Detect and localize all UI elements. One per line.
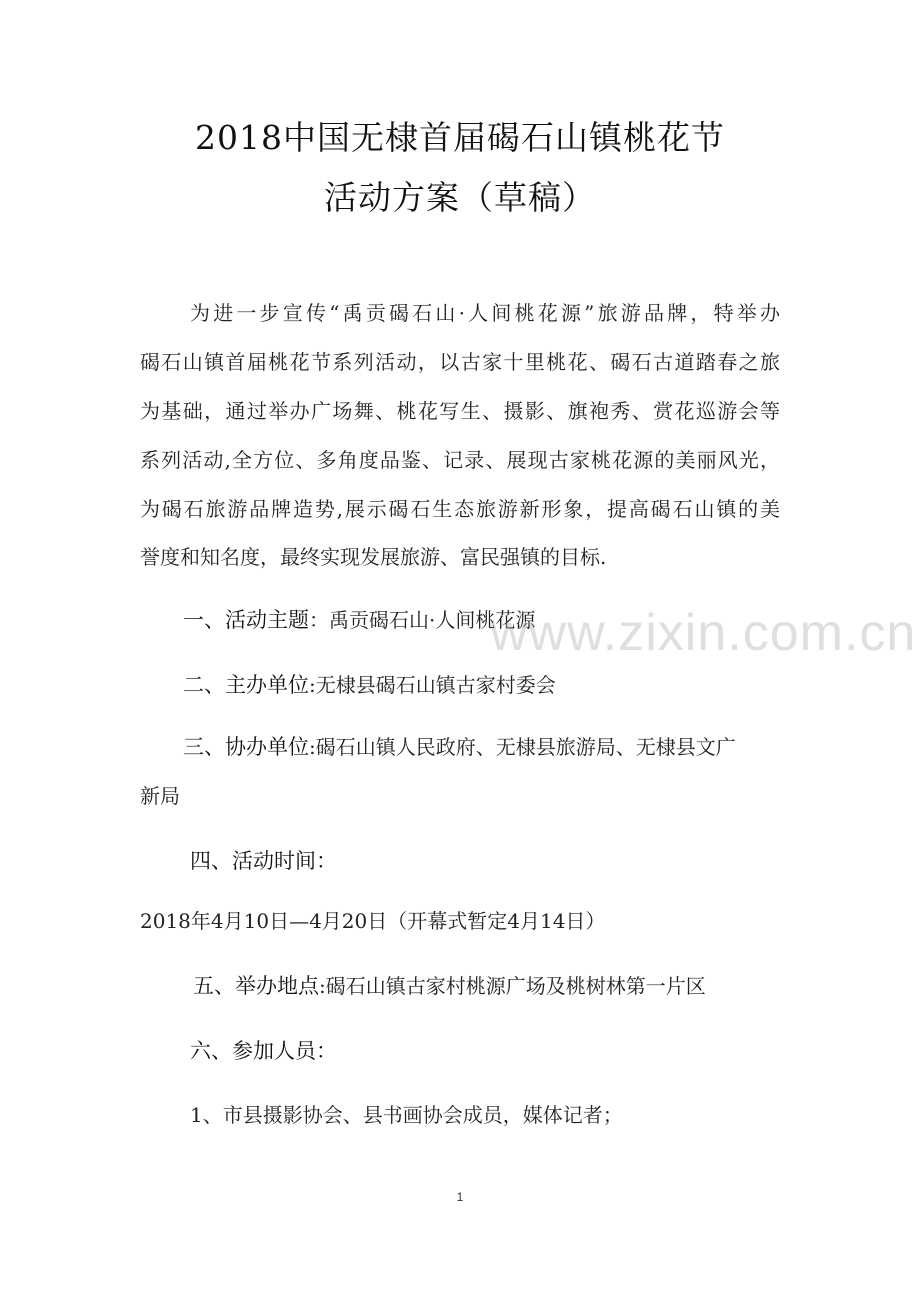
section-time [190, 849, 337, 874]
intro-paragraph-line: 誉度和知名度，最终实现发展旅游、富民强镇的目标. [140, 545, 607, 569]
section-time-value: 2018年4月10日—4月20日（开幕式暂定4月14日） [140, 909, 606, 933]
intro-paragraph-line: 为碣石旅游品牌造势,展示碣石生态旅游新形象，提高碣石山镇的美 [140, 497, 780, 521]
section-host-value: :无棣县碣石山镇古家村委会 [309, 673, 556, 697]
section-cohost-continuation: 新局 [140, 784, 180, 808]
section-theme-label: 一、活动主题 [183, 609, 309, 632]
section-cohost [183, 735, 736, 760]
intro-paragraph-line: 为基础，通过举办广场舞、桃花写生、摄影、旗袍秀、赏花巡游会等 [140, 399, 780, 423]
intro-paragraph-line: 系列活动,全方位、多角度品鉴、记录、展现古家桃花源的美丽风光， [140, 448, 780, 472]
section-venue-label: 五、举办地点 [193, 975, 319, 998]
section-theme [183, 608, 535, 633]
document-title-line-1: 2018中国无棣首届碣石山镇桃花节 [195, 118, 725, 157]
watermark: www.zixin.com.cn [490, 604, 917, 662]
section-participants [190, 1039, 337, 1064]
section-venue-value: :碣石山镇古家村桃源广场及桃树林第一片区 [319, 974, 706, 998]
section-cohost-value: :碣石山镇人民政府、无棣县旅游局、无棣县文广 [309, 735, 736, 759]
page-number: 1 [456, 1190, 464, 1204]
section-theme-value: ：禹贡碣石山·人间桃花源 [309, 608, 536, 632]
section-host [183, 673, 556, 698]
intro-paragraph-line: 碣石山镇首届桃花节系列活动，以古家十里桃花、碣石古道踏春之旅 [140, 350, 780, 374]
section-participants-label: 六、参加人员： [190, 1040, 337, 1063]
section-venue [193, 974, 706, 999]
section-time-label: 四、活动时间： [190, 850, 337, 873]
section-cohost-label: 三、协办单位 [183, 736, 309, 759]
participants-list-item: 1、市县摄影协会、县书画协会成员，媒体记者； [190, 1103, 623, 1127]
section-host-label: 二、主办单位 [183, 674, 309, 697]
document-title-line-2: 活动方案（草稿） [324, 178, 596, 217]
intro-paragraph-line: 为进一步宣传“禹贡碣石山·人间桃花源”旅游品牌，特举办 [190, 301, 780, 325]
